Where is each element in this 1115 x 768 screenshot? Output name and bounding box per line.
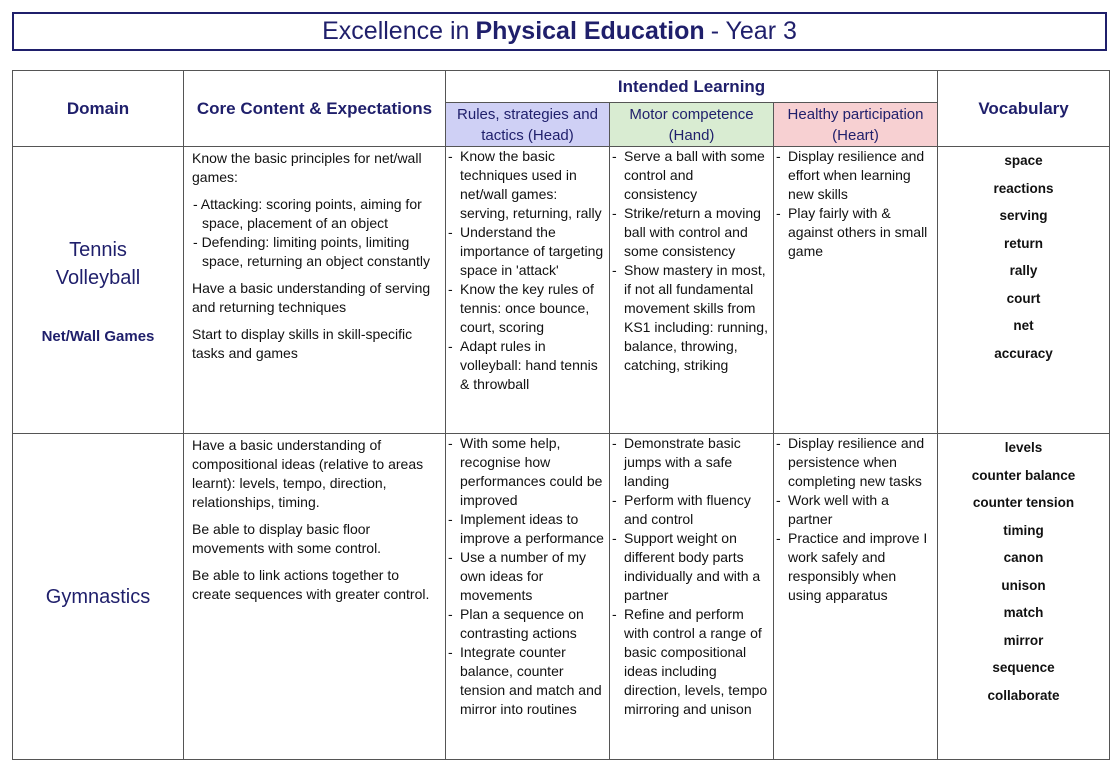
vocab-word: return	[1004, 235, 1044, 251]
vocab-word: reactions	[993, 180, 1054, 196]
vocab-word: court	[1006, 290, 1041, 306]
vocab-word: levels	[1004, 440, 1043, 455]
title-bold: Physical Education	[475, 17, 705, 45]
list-item: - Display resilience and persistence when completing new tasks	[774, 434, 937, 491]
core-text: Have a basic understanding of serving and returning techniques	[192, 280, 431, 315]
list-item: - Practice and improve I work safely and responsibly when using apparatus	[774, 529, 937, 605]
list-item: - Display resilience and effort when learning new skills	[774, 147, 937, 204]
vocab-word: mirror	[1003, 632, 1044, 648]
core-text: Know the basic principles for net/wall games:	[192, 150, 422, 185]
domain-cell	[13, 147, 184, 434]
vocab-word: collaborate	[987, 687, 1060, 703]
list-item: - Strike/return a moving ball with control and some consistency	[610, 204, 773, 261]
core-bullet: - Attacking: scoring points, aiming for space, placement of an object	[188, 195, 445, 233]
hand-cell	[610, 434, 774, 760]
domain-name: Tennis	[69, 238, 127, 261]
table-row	[13, 434, 1110, 760]
header-hand: Motor competence (Hand)	[610, 103, 774, 147]
heart-cell	[774, 147, 938, 434]
vocab-word: accuracy	[994, 345, 1053, 361]
head-cell	[446, 434, 610, 760]
core-bullet: - Defending: limiting points, limiting space, returning an object constantly	[188, 233, 445, 271]
list-item: - Know the basic techniques used in net/wall games: serving, returning, rally	[446, 147, 609, 223]
list-item: - Understand the importance of targeting space in 'attack'	[446, 223, 609, 280]
domain-name: Gymnastics	[45, 585, 151, 608]
list-item: - Use a number of my own ideas for movements	[446, 548, 609, 605]
head-cell	[446, 147, 610, 434]
curriculum-table	[12, 70, 1110, 760]
vocab-word: timing	[1003, 522, 1044, 538]
list-item: - Play fairly with & against others in small game	[774, 204, 937, 261]
header-domain: Domain	[13, 71, 184, 147]
domain-cell	[13, 434, 184, 760]
list-item: - Demonstrate basic jumps with a safe landing	[610, 434, 773, 491]
list-item: - Work well with a partner	[774, 491, 937, 529]
core-text: Be able to link actions together to create sequences with greater control.	[192, 567, 430, 602]
core-text: Start to display skills in skill-specific tasks and games	[192, 326, 413, 361]
core-content-cell	[184, 147, 446, 434]
vocab-word: unison	[1001, 577, 1046, 593]
header-vocabulary: Vocabulary	[938, 71, 1110, 147]
vocab-word: match	[1003, 605, 1044, 620]
core-text: Be able to display basic floor movements with some control.	[192, 521, 382, 556]
vocab-word: rally	[1009, 263, 1038, 278]
list-item: - With some help, recognise how performances could be improved	[446, 434, 609, 510]
heart-cell	[774, 434, 938, 760]
domain-subtitle: Net/Wall Games	[41, 327, 155, 345]
vocabulary-cell	[938, 434, 1110, 760]
header-head: Rules, strategies and tactics (Head)	[446, 103, 610, 147]
title-prefix: Excellence in	[322, 17, 470, 45]
table-row	[13, 147, 1110, 434]
vocab-word: canon	[1003, 550, 1044, 565]
list-item: - Show mastery in most, if not all fundamental movement skills from KS1 including: running, balance, throwing, catching, striking	[610, 261, 773, 375]
domain-name: Volleyball	[55, 266, 141, 289]
header-intended-learning: Intended Learning	[446, 71, 938, 103]
header-core: Core Content & Expectations	[184, 71, 446, 147]
list-item: - Support weight on different body parts individually and with a partner	[610, 529, 773, 605]
hand-cell	[610, 147, 774, 434]
list-item: - Implement ideas to improve a performance	[446, 510, 609, 548]
page-title	[12, 12, 1107, 51]
core-content-cell	[184, 434, 446, 760]
list-item: - Refine and perform with control a range of basic compositional ideas including direction, levels, tempo mirroring and unison	[610, 605, 773, 719]
vocab-word: space	[1004, 153, 1043, 168]
core-text: Have a basic understanding of compositional ideas (relative to areas learnt): levels, tempo, direction, relationships, timing.	[192, 437, 424, 510]
list-item: - Integrate counter balance, counter tension and match and mirror into routines	[446, 643, 609, 719]
vocab-word: counter balance	[971, 467, 1076, 483]
list-item: - Know the key rules of tennis: once bounce, court, scoring	[446, 280, 609, 337]
vocab-word: counter tension	[972, 495, 1075, 510]
list-item: - Serve a ball with some control and consistency	[610, 147, 773, 204]
title-suffix: - Year 3	[710, 17, 797, 45]
vocab-word: serving	[999, 208, 1048, 223]
vocab-word: sequence	[992, 660, 1055, 675]
list-item: - Adapt rules in volleyball: hand tennis & throwball	[446, 337, 609, 394]
vocabulary-cell	[938, 147, 1110, 434]
vocab-word: net	[1013, 318, 1034, 333]
list-item: - Perform with fluency and control	[610, 491, 773, 529]
list-item: - Plan a sequence on contrasting actions	[446, 605, 609, 643]
header-heart: Healthy participation (Heart)	[774, 103, 938, 147]
